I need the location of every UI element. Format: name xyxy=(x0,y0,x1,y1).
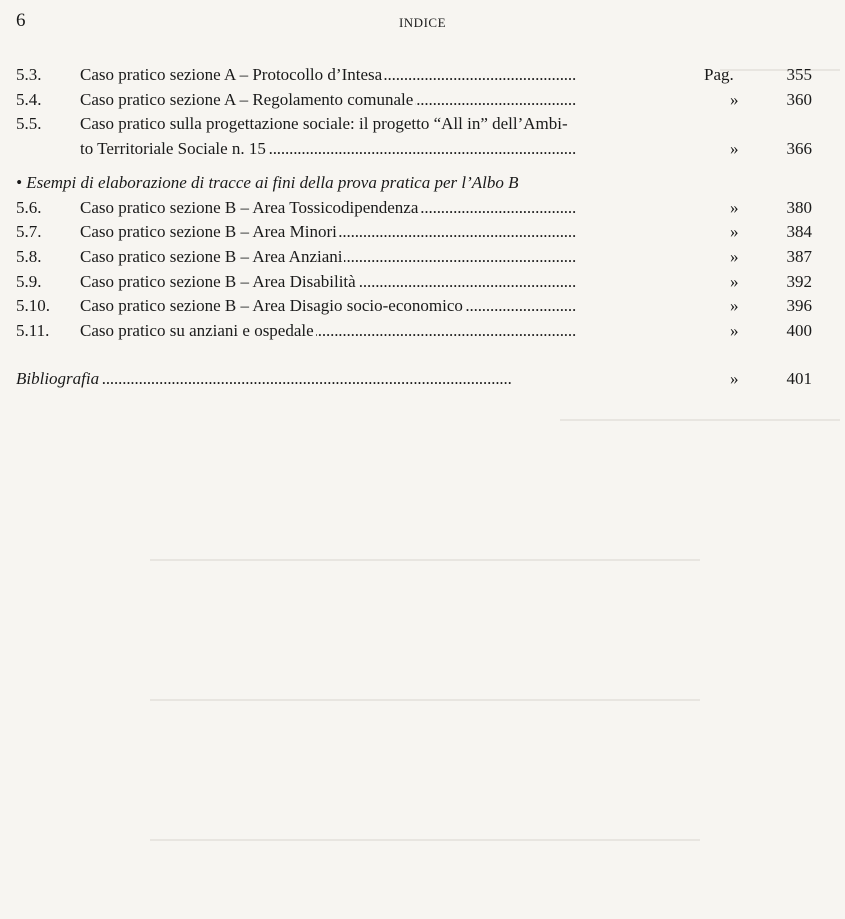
entry-title: Bibliografia . . . xyxy=(16,367,704,392)
entry-ref: » xyxy=(730,320,739,340)
entry-ref: » xyxy=(730,369,739,389)
running-title: INDICE xyxy=(398,15,447,30)
entry-page: 360 xyxy=(786,89,812,109)
entry-page: 396 xyxy=(786,296,812,316)
toc-entry xyxy=(16,196,812,221)
entry-title: Caso pratico sezione B – Area Disagio socio-economico . . . xyxy=(80,294,704,319)
entry-page: 384 xyxy=(786,222,812,242)
entry-ref: » xyxy=(730,197,739,217)
entry-ref: » xyxy=(730,89,739,109)
table-of-contents xyxy=(16,63,812,392)
entry-ref: Pag. xyxy=(704,65,734,84)
entry-ref: » xyxy=(730,246,739,266)
entry-title: Caso pratico sezione B – Area Anziani . . . xyxy=(80,245,704,270)
entry-page: 387 xyxy=(786,246,812,266)
page-header xyxy=(0,8,845,36)
toc-entry xyxy=(16,112,812,161)
entry-ref: » xyxy=(730,138,739,158)
entry-ref: » xyxy=(730,296,739,316)
entry-number: 5.5. xyxy=(16,114,42,134)
toc-entry xyxy=(16,63,812,88)
entry-number: 5.9. xyxy=(16,271,42,291)
page-number: 6 xyxy=(16,10,26,31)
entry-number: 5.4. xyxy=(16,89,42,109)
toc-entry xyxy=(16,220,812,245)
entry-number: 5.6. xyxy=(16,197,42,217)
entry-page: 366 xyxy=(786,138,812,158)
entry-page: 355 xyxy=(786,65,812,84)
toc-entry xyxy=(16,294,812,319)
entry-title: Caso pratico sulla progettazione sociale: il progetto “All in” dell’Ambi- to Territoriale Sociale n. 15 . . . xyxy=(80,112,704,161)
entry-number: 5.3. xyxy=(16,65,42,84)
entry-title: Caso pratico sezione B – Area Disabilità . . . xyxy=(80,270,704,295)
entry-page: 380 xyxy=(786,197,812,217)
entry-title: Caso pratico sezione B – Area Tossicodipendenza . . . xyxy=(80,196,704,221)
toc-entry xyxy=(16,88,812,113)
entry-page: 400 xyxy=(786,320,812,340)
entry-number: 5.7. xyxy=(16,222,42,242)
entry-title: Caso pratico sezione A – Regolamento comunale . . . xyxy=(80,88,704,113)
entry-title: Caso pratico sezione B – Area Minori . . . xyxy=(80,220,704,245)
entry-ref: » xyxy=(730,222,739,242)
entry-page: 401 xyxy=(786,369,812,389)
entry-page: 392 xyxy=(786,271,812,291)
entry-number: 5.8. xyxy=(16,246,42,266)
entry-title: Caso pratico su anziani e ospedale . . . xyxy=(80,319,704,344)
toc-entry-bibliography xyxy=(16,367,812,392)
entry-number: 5.10. xyxy=(16,296,50,316)
entry-number: 5.11. xyxy=(16,320,50,340)
entry-title: Caso pratico sezione A – Protocollo d’Intesa . . . xyxy=(80,63,704,88)
toc-entry xyxy=(16,245,812,270)
toc-entry xyxy=(16,270,812,295)
entry-ref: » xyxy=(730,271,739,291)
section-heading: • Esempi di elaborazione di tracce ai fini della prova pratica per l’Albo B xyxy=(16,173,519,193)
toc-entry xyxy=(16,319,812,344)
